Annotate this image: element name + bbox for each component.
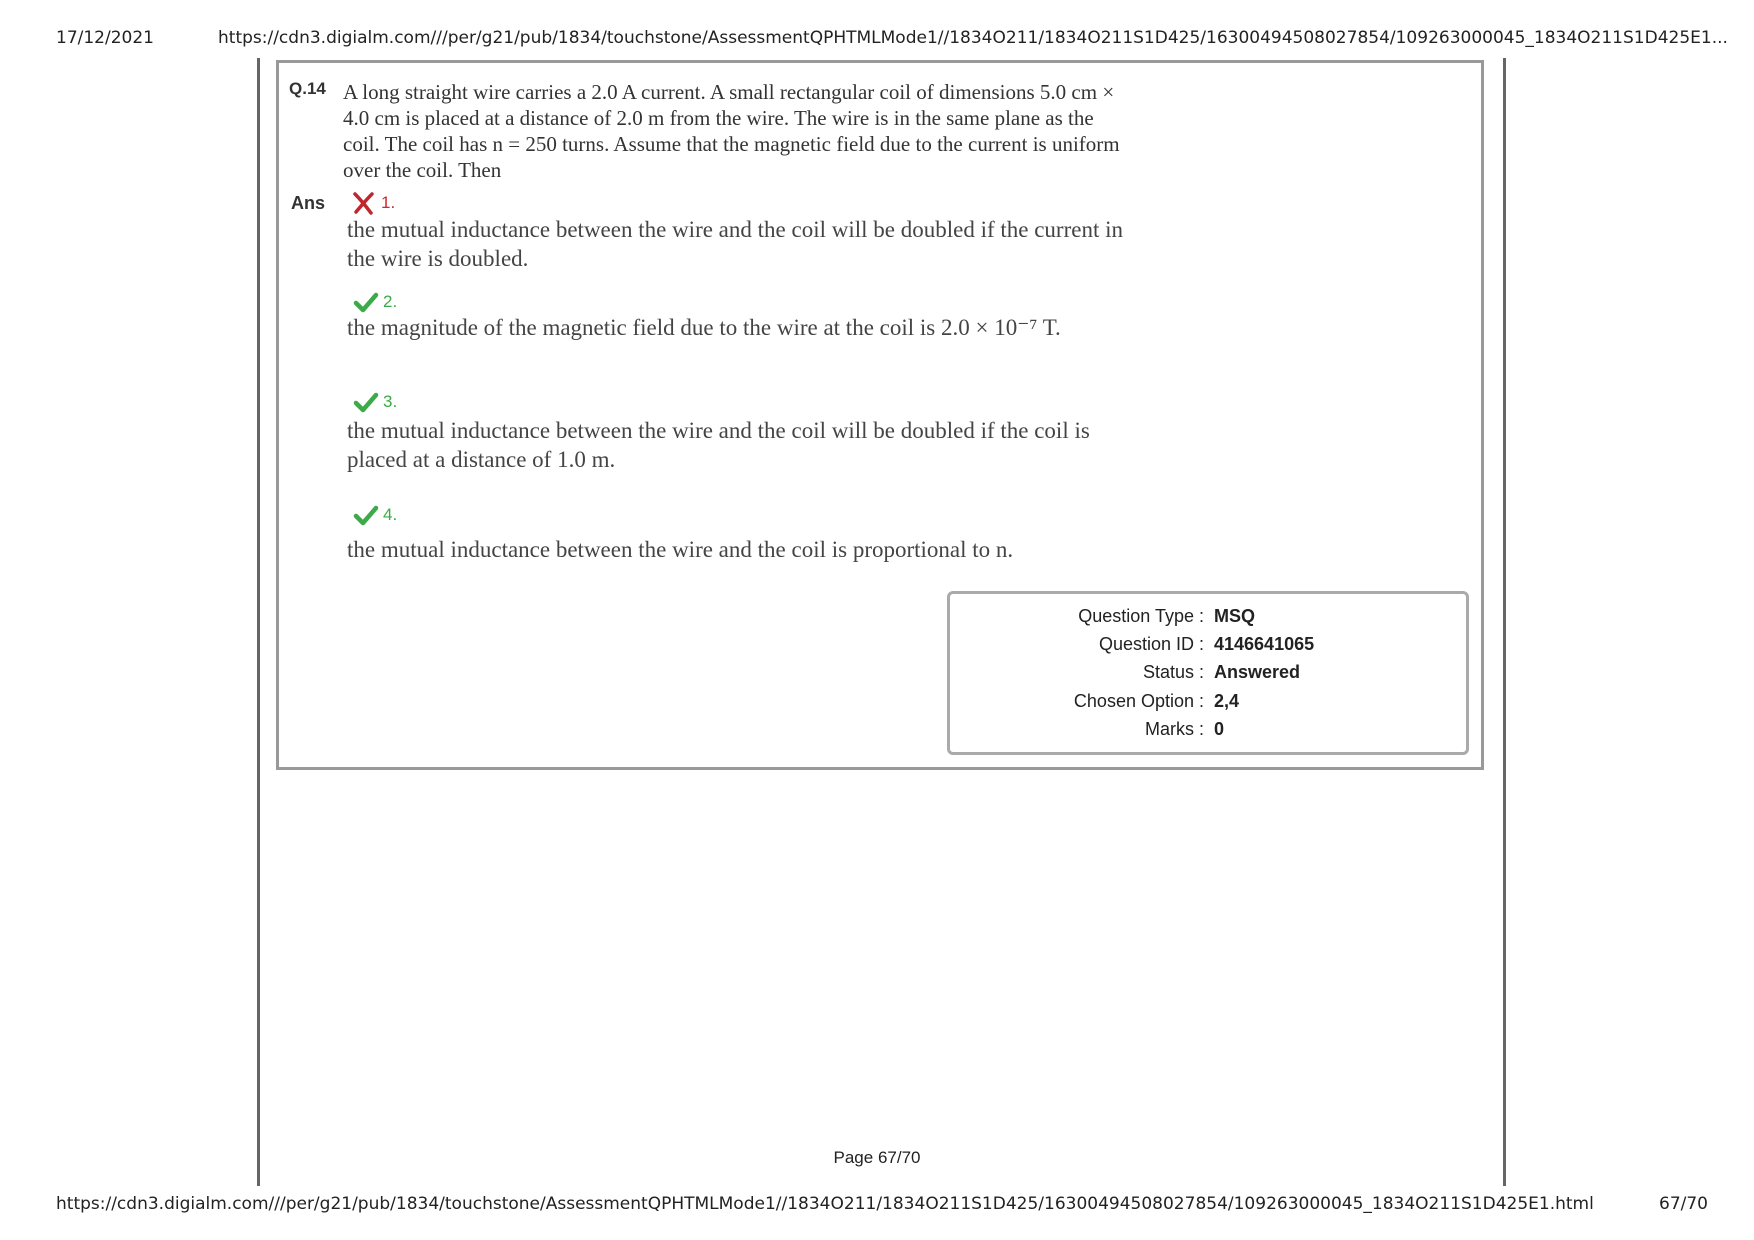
footer-page-count: 67/70 (1659, 1194, 1708, 1214)
question-panel (276, 60, 1484, 770)
info-row-chosen-option (950, 691, 1466, 715)
right-margin-rule (1503, 58, 1506, 1186)
option-2-number: 2. (383, 292, 398, 311)
question-text: A long straight wire carries a 2.0 A current. A small rectangular coil of dimensions 5.0 cm × 4.0 cm is placed at a distance of 2.0 m from the wire. The wire is in the same plane as the coil. The coil has n = 250 turns. Assume that the magnetic field due to the current is uniform over the coil. Then (343, 80, 1120, 182)
info-row-question-type (950, 606, 1466, 630)
footer-url: https://cdn3.digialm.com///per/g21/pub/1834/touchstone/AssessmentQPHTMLMode1//1834O211/1834O211S1D425/16300494508027854/109263000045_1834O211S1D425E1.html (56, 1194, 1594, 1214)
status-label: Status : (1142, 662, 1204, 682)
check-icon (353, 290, 379, 314)
marks-label: Marks : (1144, 719, 1204, 739)
option-1-text: the mutual inductance between the wire and the coil will be doubled if the current in the wire is doubled. (347, 217, 1123, 271)
check-icon (353, 503, 379, 527)
option-4-marker (353, 503, 397, 527)
header-date: 17/12/2021 (56, 28, 154, 48)
chosen-option-value: 2,4 (1214, 691, 1240, 711)
check-icon (353, 390, 379, 414)
question-type-value: MSQ (1214, 606, 1256, 626)
page-number: Page 67/70 (833, 1148, 921, 1167)
question-id-label: Question ID : (1098, 634, 1204, 654)
status-value: Answered (1214, 662, 1301, 682)
question-type-label: Question Type : (1078, 606, 1204, 626)
option-4-text: the mutual inductance between the wire and the coil is proportional to n. (347, 537, 1014, 562)
option-3-number: 3. (383, 392, 398, 411)
marks-value: 0 (1214, 719, 1225, 739)
info-row-question-id (950, 634, 1466, 658)
info-row-marks (950, 719, 1466, 743)
cross-icon (351, 191, 377, 215)
option-3-text: the mutual inductance between the wire and the coil will be doubled if the coil is placed at a distance of 1.0 m. (347, 418, 1090, 472)
option-2-marker (353, 290, 397, 314)
info-row-status (950, 662, 1466, 686)
option-1-number: 1. (381, 193, 396, 212)
chosen-option-label: Chosen Option : (1073, 691, 1204, 711)
option-4-number: 4. (383, 505, 398, 524)
question-id-value: 4146641065 (1214, 634, 1315, 654)
question-number: Q.14 (289, 79, 326, 98)
option-1-marker (351, 191, 395, 215)
left-margin-rule (257, 58, 260, 1186)
option-2-text: the magnitude of the magnetic field due to the wire at the coil is 2.0 × 10⁻⁷ T. (347, 315, 1061, 340)
answer-label: Ans (291, 193, 326, 213)
question-info-box (947, 591, 1469, 755)
header-url: https://cdn3.digialm.com///per/g21/pub/1834/touchstone/AssessmentQPHTMLMode1//1834O211/1834O211S1D425/16300494508027854/109263000045_1834O211S1D425E1... (218, 28, 1728, 48)
option-3-marker (353, 390, 397, 414)
